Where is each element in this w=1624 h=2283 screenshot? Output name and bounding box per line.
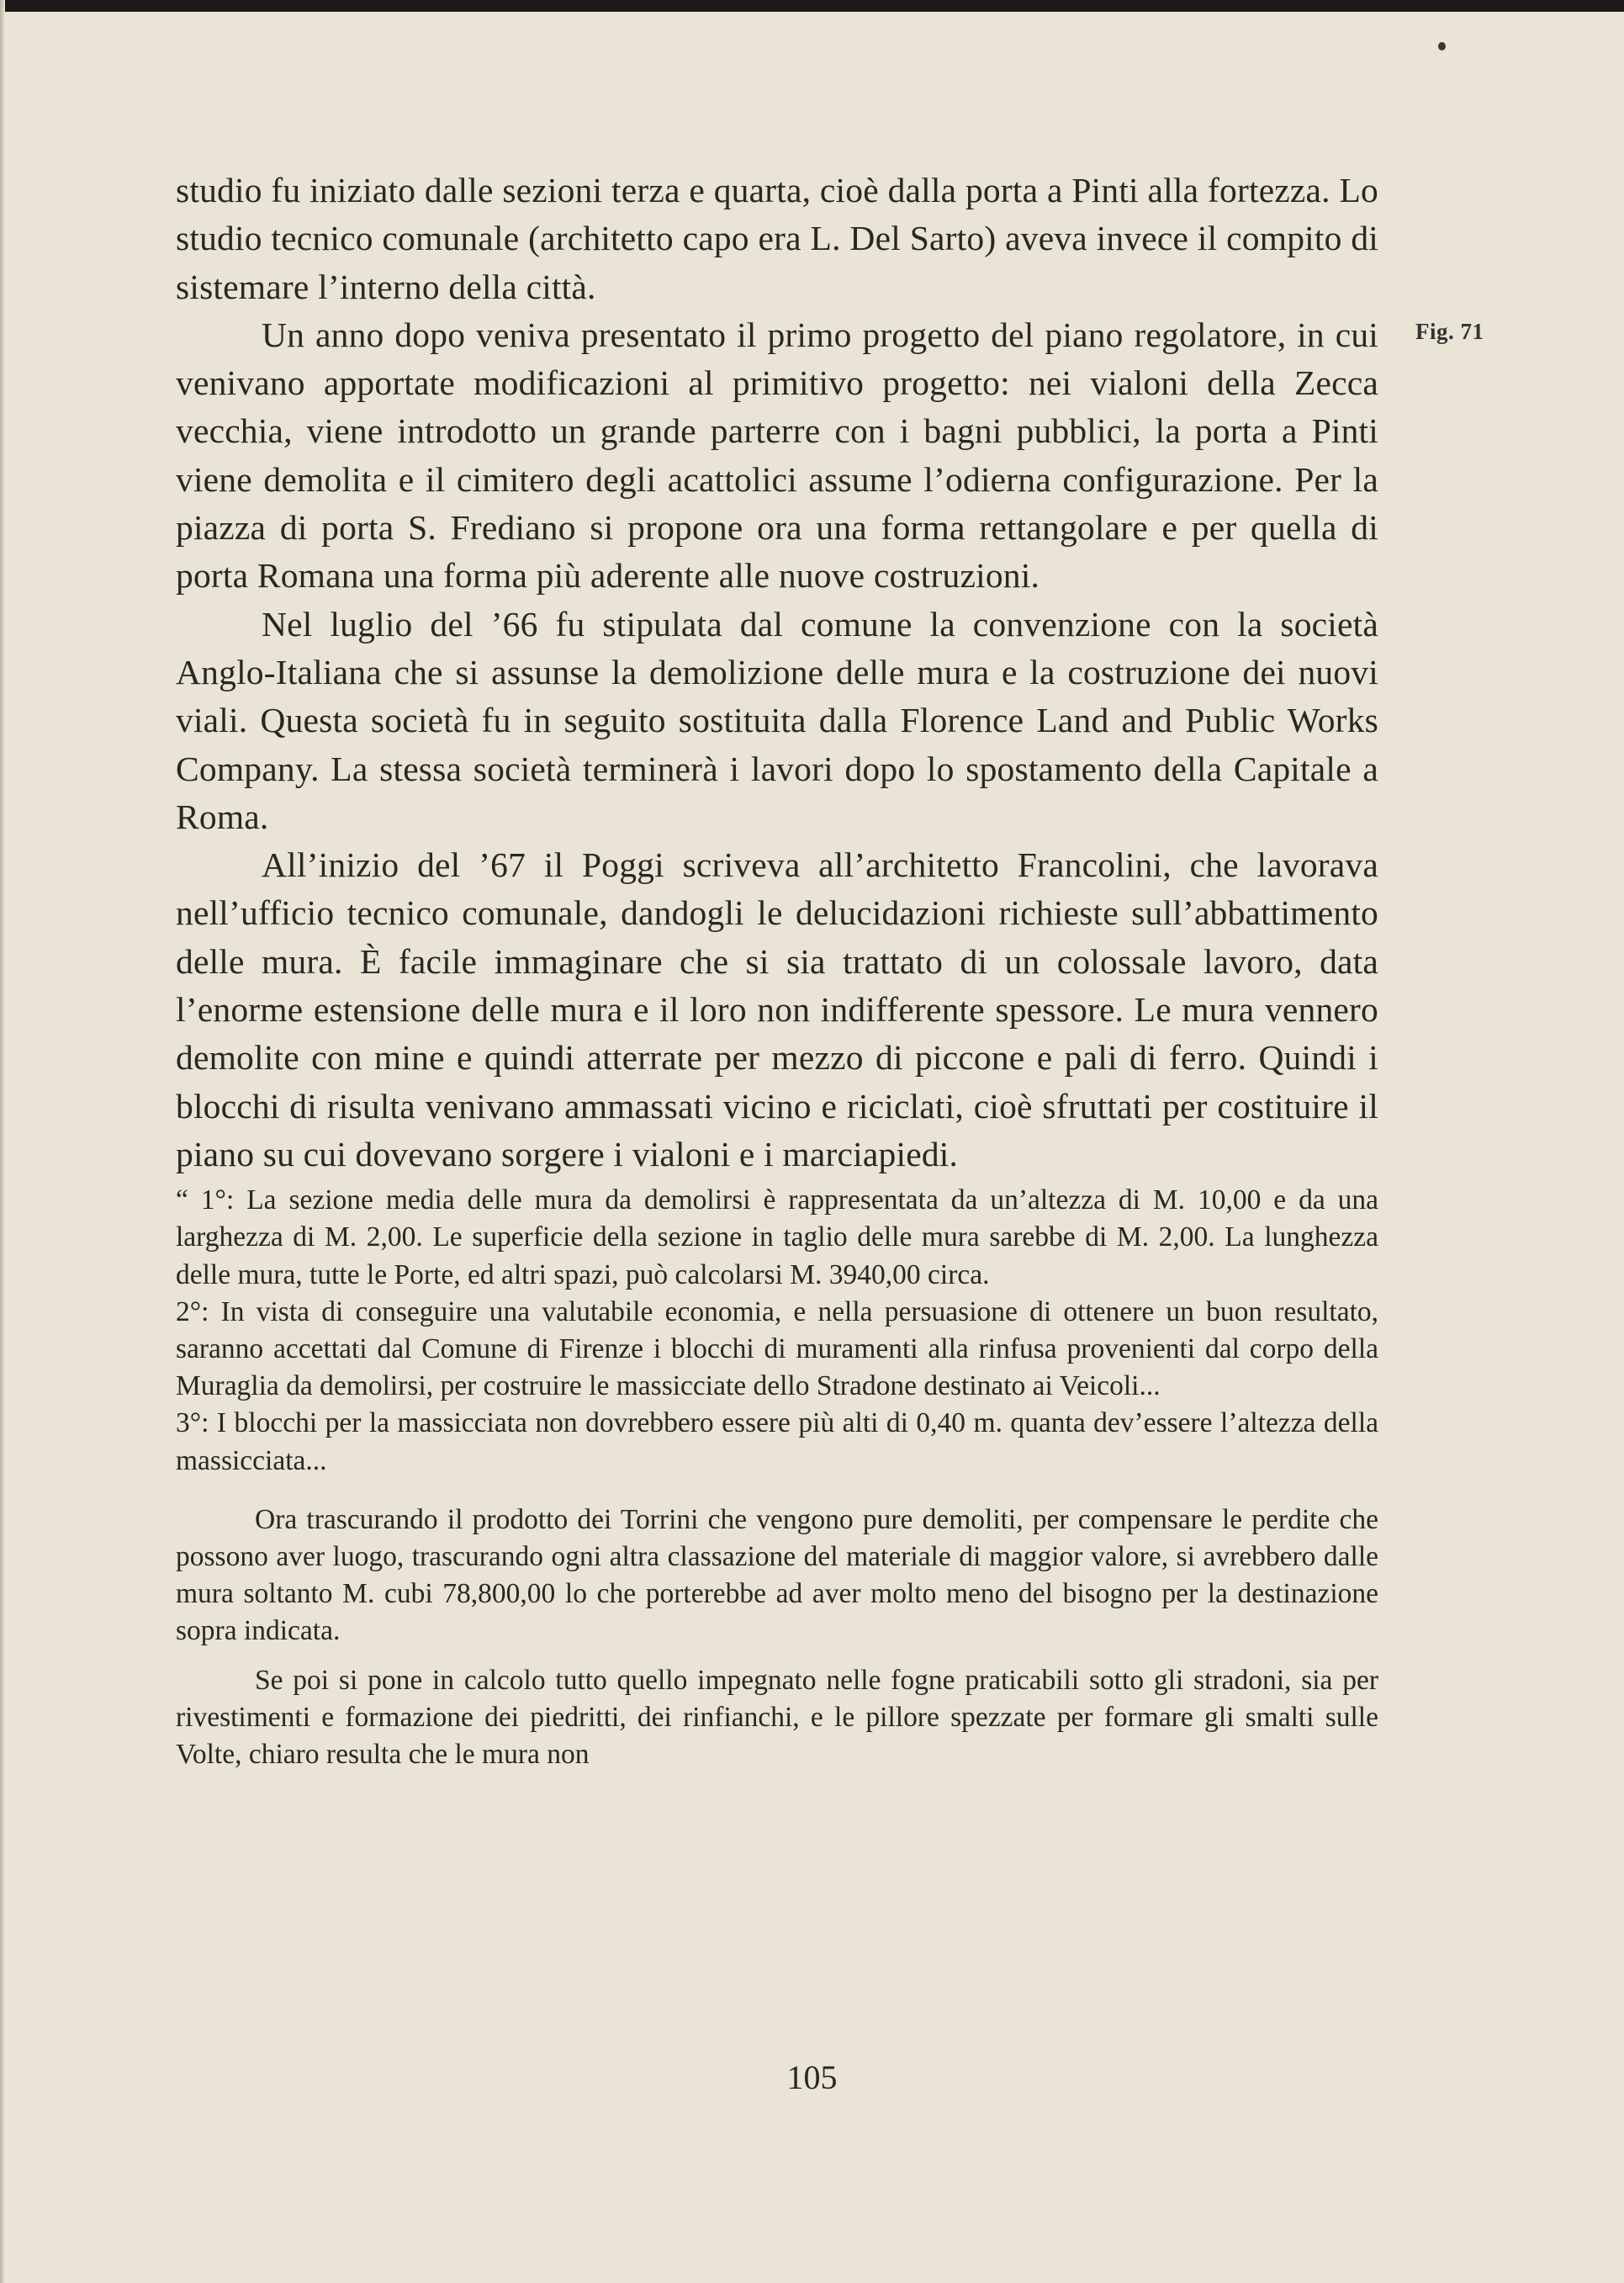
page-left-edge <box>0 0 5 2283</box>
quote-item: “ 1°: La sezione media delle mura da demolirsi è rappresentata da un’altezza di M. 10,00 e da una larghezza di M. 2,00. Le superficie della sezione in taglio delle mura sarebbe di M. 2,00. La lunghezza delle mura, tutte le Porte, ed altri spazi, può calcolarsi M. 3940,00 circa. <box>176 1184 1378 1290</box>
body-paragraph: studio fu iniziato dalle sezioni terza e quarta, cioè dalla porta a Pinti alla fortezza. Lo studio tecnico comunale (architetto capo era L. Del Sarto) aveva invece il compito di sistemare l’interno della città. <box>176 171 1378 306</box>
margin-figure-reference: Fig. 71 <box>1415 319 1484 344</box>
body-paragraph: Nel luglio del ’66 fu stipulata dal comune la convenzione con la società Anglo-Italiana che si assunse la demolizione delle mura e la costruzione dei nuovi viali. Questa società fu in seguito sostituita dalla Florence Land and Public Works Company. La stessa società terminerà i lavori dopo lo spostamento della Capitale a Roma. <box>176 604 1378 836</box>
body-paragraph: Un anno dopo veniva presentato il primo progetto del piano regolatore, in cui venivano apportate modificazioni al primitivo progetto: nei vialoni della Zecca vecchia, viene introdotto un grande parterre con i bagni pubblici, la porta a Pinti viene demolita e il cimitero degli acattolici assume l’odierna configurazione. Per la piazza di porta S. Frediano si propone ora una forma rettangolare e per quella di porta Romana una forma più aderente alle nuove costruzioni. <box>176 315 1378 596</box>
quoted-paragraph: Ora trascurando il prodotto dei Torrini che vengono pure demoliti, per compensare le perdite che possono aver luogo, trascurando ogni altra classazione del materiale di maggior valore, si avrebbero dalle mura soltanto M. cubi 78,800,00 lo che porterebbe ad aver molto meno del bisogno per la destinazione sopra indicata. <box>176 1503 1378 1647</box>
quoted-specification <box>176 1182 1378 1480</box>
page-number: 105 <box>786 2058 838 2096</box>
page-body <box>176 167 1378 1773</box>
quote-item: 2°: In vista di conseguire una valutabile economia, e nella persuasione di ottenere un buon resultato, saranno accettati dal Comune di Firenze i blocchi di muramenti alla rinfusa provenienti dal corpo della Muraglia da demolirsi, per costruire le massicciate dello Stradone destinato ai Veicoli... <box>176 1295 1378 1402</box>
body-paragraph: All’inizio del ’67 il Poggi scriveva all’architetto Francolini, che lavorava nell’ufficio tecnico comunale, dandogli le delucidazioni richieste sull’abbattimento delle mura. È facile immaginare che si sia trattato di un colossale lavoro, data l’enorme estensione delle mura e il loro non indifferente spessore. Le mura vennero demolite con mine e quindi atterrate per mezzo di piccone e pali di ferro. Quindi i blocchi di risulta venivano ammassati vicino e riciclati, cioè sfruttati per costituire il piano su cui dovevano sorgere i vialoni e i marciapiedi. <box>176 845 1378 1173</box>
ink-speck <box>1438 42 1446 50</box>
quote-item: 3°: I blocchi per la massicciata non dovrebbero essere più alti di 0,40 m. quanta dev’essere l’altezza della massicciata... <box>176 1407 1378 1476</box>
page-top-edge <box>0 0 1624 12</box>
quoted-paragraph: Se poi si pone in calcolo tutto quello impegnato nelle fogne praticabili sotto gli stradoni, sia per rivestimenti e formazione dei piedritti, dei rinfianchi, e le pillore spezzate per formare gli smalti sulle Volte, chiaro resulta che le mura non <box>176 1664 1378 1771</box>
